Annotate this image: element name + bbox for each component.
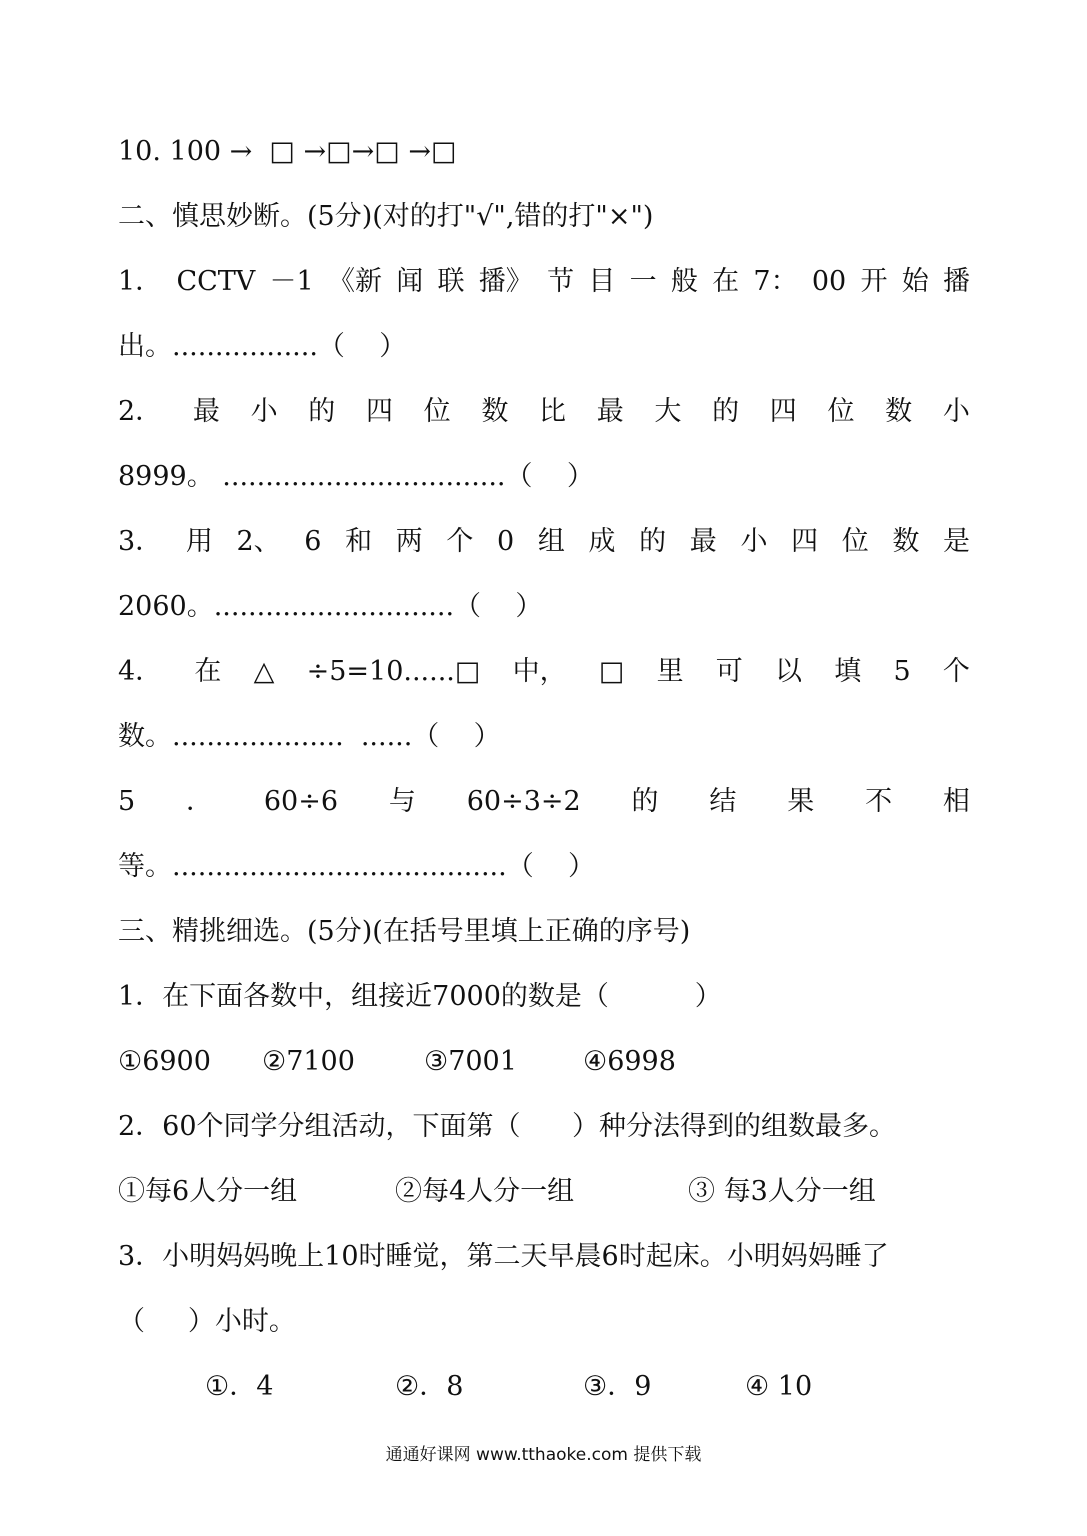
text-segment: 中， xyxy=(512,656,567,687)
text-segment: 般 xyxy=(670,266,698,297)
text-segment: CCTV xyxy=(176,266,256,297)
text-segment: 的 xyxy=(308,396,336,427)
text-segment: 60÷6 xyxy=(263,786,339,817)
text-segment: 联 xyxy=(437,266,465,297)
text-segment: 和 xyxy=(345,526,373,557)
judge-item-3 xyxy=(118,522,970,562)
judge-item-5 xyxy=(118,782,970,822)
text-segment: 位 xyxy=(423,396,451,427)
text-segment: 60÷3÷2 xyxy=(466,786,581,817)
text-segment: 相 xyxy=(942,786,970,817)
text-segment: 节 xyxy=(547,266,575,297)
text-segment: 开 xyxy=(860,266,888,297)
footer-source: 通通好课网 www.tthaoke.com 提供下载 xyxy=(385,1445,702,1465)
text-segment: 四 xyxy=(791,526,819,557)
text-segment: －1 xyxy=(269,266,314,297)
text-segment: 数 xyxy=(481,396,509,427)
text-segment: 两 xyxy=(395,526,423,557)
judge-item-2-answer-line: 8999。 .................................（ ） xyxy=(118,461,594,492)
text-segment: 与 xyxy=(388,786,416,817)
text-segment: 播 xyxy=(943,266,970,297)
text-segment: 结 xyxy=(709,786,737,817)
judge-item-5-answer-line: 等。.......................................（ ） xyxy=(118,851,596,882)
text-segment: 是 xyxy=(943,526,970,557)
section-3-heading: 三、精挑细选。(5分)(在括号里填上正确的序号) xyxy=(118,916,691,947)
text-segment: 3． xyxy=(118,526,163,557)
text-segment: 5 xyxy=(893,656,911,687)
text-segment: 四 xyxy=(769,396,797,427)
section-2-heading: 二、慎思妙断。(5分)(对的打"√",错的打"×") xyxy=(118,201,654,232)
text-segment: 始 xyxy=(901,266,929,297)
text-segment: □ xyxy=(598,656,625,687)
question-10-sequence: 10. 100 → □ →□→□ →□ xyxy=(118,136,457,167)
text-segment: 用 xyxy=(185,526,213,557)
judge-item-3-answer-line: 2060。............................（ ） xyxy=(118,591,543,622)
text-segment: 位 xyxy=(827,396,855,427)
choice-q2-option-3: ③ 每3人分一组 xyxy=(688,1176,876,1207)
text-segment: 最 xyxy=(192,396,220,427)
text-segment: 的 xyxy=(639,526,667,557)
text-segment: 果 xyxy=(787,786,815,817)
text-segment: 数 xyxy=(892,526,920,557)
text-segment: 在 xyxy=(194,656,222,687)
text-segment: 小 xyxy=(250,396,278,427)
text-segment: 00 xyxy=(811,266,847,297)
text-segment: ． xyxy=(186,786,214,817)
text-segment: ÷5=10......□ xyxy=(306,656,481,687)
choice-question-3-cont: （ ）小时。 xyxy=(118,1306,296,1337)
text-segment: 的 xyxy=(712,396,740,427)
judge-item-2 xyxy=(118,392,970,432)
choice-q1-option-2: ②7100 xyxy=(262,1046,355,1077)
text-segment: 最 xyxy=(596,396,624,427)
text-segment: △ xyxy=(253,656,275,687)
choice-q1-option-1: ①6900 xyxy=(118,1046,211,1077)
text-segment: 可 xyxy=(715,656,743,687)
text-segment: 《新 xyxy=(328,266,382,297)
choice-q1-option-3: ③7001 xyxy=(424,1046,517,1077)
text-segment: 7： xyxy=(753,266,798,297)
choice-q2-option-2: ②每4人分一组 xyxy=(395,1176,575,1207)
judge-item-4-answer-line: 数。.................... ......（ ） xyxy=(118,721,501,752)
text-segment: 填 xyxy=(834,656,862,687)
text-segment: 四 xyxy=(365,396,393,427)
text-segment: 最 xyxy=(689,526,717,557)
text-segment: 不 xyxy=(865,786,893,817)
judge-item-4 xyxy=(118,652,970,692)
choice-q3-option-3: ③．9 xyxy=(583,1371,652,1402)
text-segment: 5 xyxy=(118,786,136,817)
text-segment: 一 xyxy=(629,266,657,297)
choice-question-1: 1．在下面各数中，组接近7000的数是（ ） xyxy=(118,981,722,1012)
text-segment: 2、 xyxy=(236,526,281,557)
text-segment: 以 xyxy=(775,656,803,687)
choice-q3-option-4: ④ 10 xyxy=(745,1371,813,1402)
text-segment: 大 xyxy=(654,396,682,427)
judge-item-1-answer-line: 出。.................（ ） xyxy=(118,331,407,362)
text-segment: 闻 xyxy=(396,266,424,297)
text-segment: 里 xyxy=(656,656,684,687)
text-segment: 2． xyxy=(118,396,163,427)
choice-q1-option-4: ④6998 xyxy=(583,1046,676,1077)
text-segment: 个 xyxy=(942,656,970,687)
text-segment: 6 xyxy=(304,526,322,557)
text-segment: 1． xyxy=(118,266,163,297)
text-segment: 目 xyxy=(588,266,616,297)
text-segment: 数 xyxy=(885,396,913,427)
text-segment: 位 xyxy=(841,526,869,557)
text-segment: 的 xyxy=(631,786,659,817)
choice-question-2: 2．60个同学分组活动，下面第（ ）种分法得到的组数最多。 xyxy=(118,1111,897,1142)
text-segment: 组 xyxy=(537,526,565,557)
text-segment: 4． xyxy=(118,656,163,687)
choice-q3-option-1: ①．4 xyxy=(205,1371,274,1402)
text-segment: 个 xyxy=(446,526,474,557)
text-segment: 小 xyxy=(740,526,768,557)
choice-q3-option-2: ②．8 xyxy=(395,1371,464,1402)
text-segment: 播》 xyxy=(478,266,533,297)
text-segment: 在 xyxy=(712,266,740,297)
text-segment: 比 xyxy=(539,396,566,427)
choice-q2-option-1: ①每6人分一组 xyxy=(118,1176,298,1207)
judge-item-1 xyxy=(118,262,970,302)
text-segment: 小 xyxy=(942,396,970,427)
text-segment: 成 xyxy=(588,526,616,557)
text-segment: 0 xyxy=(497,526,515,557)
choice-question-3: 3．小明妈妈晚上10时睡觉，第二天早晨6时起床。小明妈妈睡了 xyxy=(118,1241,889,1272)
